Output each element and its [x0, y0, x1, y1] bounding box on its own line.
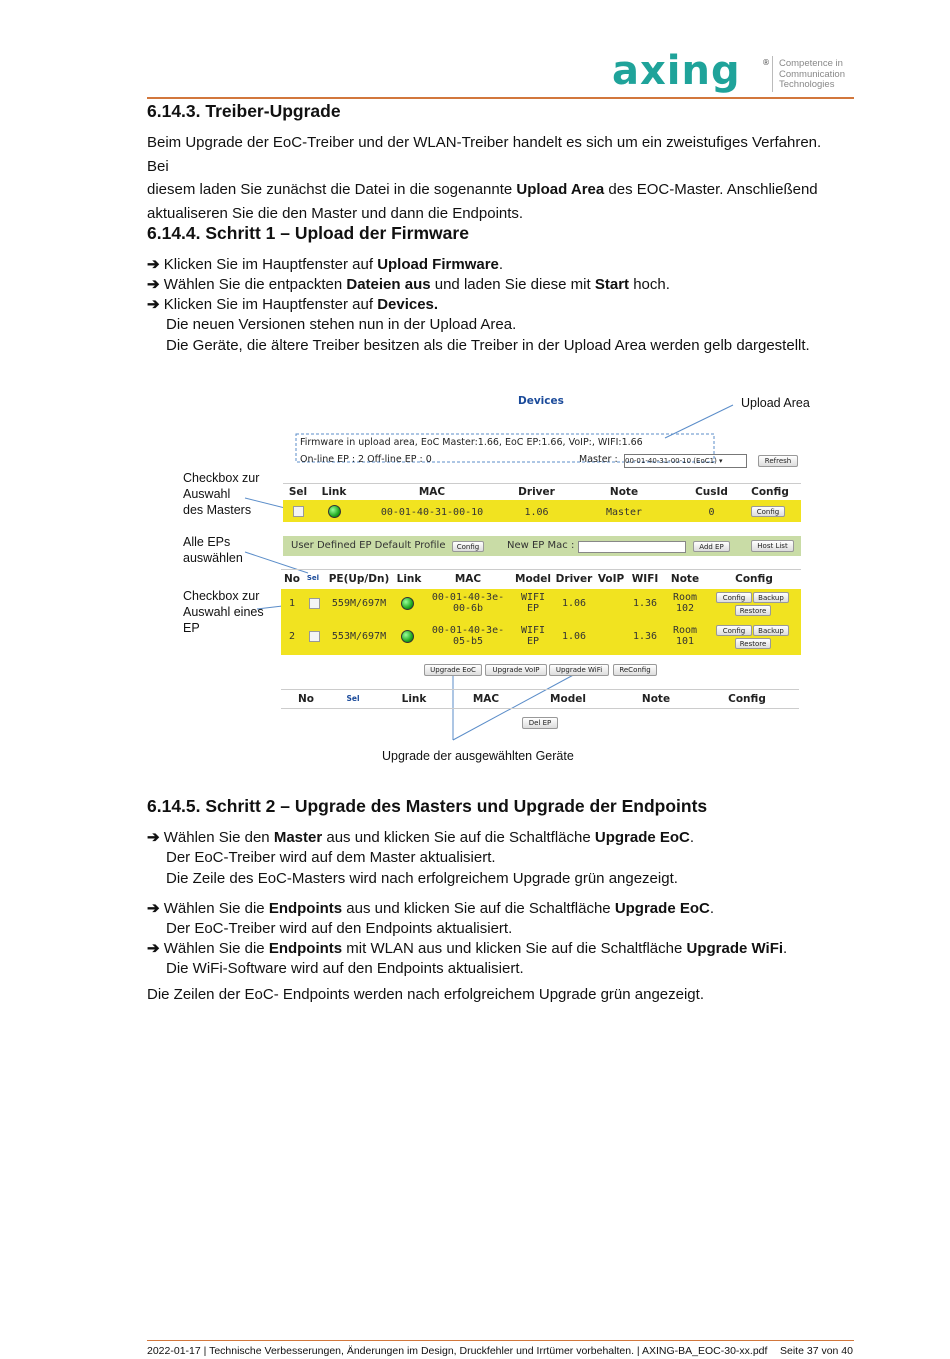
text-line: Der EoC-Treiber wird auf dem Master aktualisiert.: [166, 849, 496, 866]
callout-master-checkbox: [183, 470, 259, 518]
tagline-line: Communication: [779, 68, 845, 80]
col-header-note: Note: [609, 486, 639, 498]
bold-text: Upload Firmware: [377, 256, 499, 273]
text: diesem laden Sie zunächst die Datei in die sogenannte: [147, 181, 517, 198]
new-ep-label: New EP Mac :: [507, 540, 575, 551]
ep-pe: 559M/697M: [331, 598, 387, 609]
col-header-driver: Driver: [555, 573, 593, 585]
ep-note: [663, 625, 707, 647]
col-header-link: Link: [396, 573, 422, 585]
logo-divider: [772, 56, 773, 92]
callout-line: Auswahl: [183, 487, 231, 501]
del-ep-button[interactable]: Del EP: [522, 717, 558, 729]
bold-text: Upgrade EoC: [594, 829, 690, 846]
callout-select-all: [183, 534, 243, 566]
bold-text: Upgrade EoC: [614, 900, 710, 917]
ep-model: [513, 625, 553, 647]
text: Klicken Sie im Hauptfenster auf: [163, 296, 378, 313]
text-line: Die Zeilen der EoC- Endpoints werden nach erfolgreichem Upgrade grün angezeigt.: [147, 986, 704, 1003]
text: .: [498, 256, 504, 273]
col-header-config: Config: [735, 573, 773, 585]
col-header-mac: MAC: [454, 573, 482, 585]
bold-text: Upload Area: [516, 181, 605, 198]
table-border: [281, 569, 801, 570]
ep-wifi: 1.36: [632, 631, 658, 642]
mac-part: 05-b5: [452, 636, 484, 647]
text-line: Die WiFi-Software wird auf den Endpoints aktualisiert.: [166, 960, 524, 977]
arrow-icon: ➔: [147, 940, 160, 957]
link-status-icon: [328, 505, 341, 518]
col-header-config: Config: [751, 486, 789, 498]
ep-no: 2: [288, 631, 296, 642]
master-checkbox[interactable]: [293, 506, 304, 517]
text: und laden Sie diese mit: [430, 276, 595, 293]
callout-line: Alle EPs: [183, 535, 231, 549]
ep-driver: 1.06: [561, 598, 587, 609]
ep-no: 1: [288, 598, 296, 609]
master-mac: 00-01-40-31-00-10: [380, 507, 484, 518]
callout-line: des Masters: [183, 503, 252, 517]
text-line: Die Geräte, die ältere Treiber besitzen als die Treiber in der Upload Area werden gelb dargestellt.: [166, 337, 810, 354]
col-header-no: No: [283, 573, 300, 585]
bold-text: Endpoints: [268, 900, 343, 917]
step-line: [147, 828, 694, 848]
section-heading-treiber-upgrade: 6.14.3. Treiber-Upgrade: [147, 101, 341, 121]
ep-config-button[interactable]: Config: [716, 592, 752, 603]
master-label: Master :: [579, 454, 618, 465]
online-info: On-line EP : 2 Off-line EP : 0: [300, 454, 432, 465]
table-border: [283, 483, 801, 484]
intro-paragraph: [147, 131, 847, 225]
col-header-link: Link: [321, 486, 347, 498]
select-all-link[interactable]: Sel: [346, 694, 360, 703]
col-header-sel: Sel: [288, 486, 308, 498]
note-part: 102: [675, 603, 695, 614]
ep-model: [513, 592, 553, 614]
col-header-config: Config: [728, 693, 766, 705]
devices-title: Devices: [518, 395, 564, 407]
upgrade-voip-button[interactable]: Upgrade VoIP: [485, 664, 547, 676]
col-header-mac: MAC: [418, 486, 446, 498]
section-heading-schritt-2: 6.14.5. Schritt 2 – Upgrade des Masters und Upgrade der Endpoints: [147, 796, 708, 816]
col-header-no: No: [297, 693, 314, 705]
step-line: [147, 255, 503, 275]
ep-wifi: 1.36: [632, 598, 658, 609]
text: aus und klicken Sie auf die Schaltfläche: [342, 900, 615, 917]
text: mit WLAN aus und klicken Sie auf die Schaltfläche: [342, 940, 687, 957]
step-line: [147, 939, 787, 959]
note-part: Room: [672, 625, 698, 636]
col-header-model: Model: [550, 693, 586, 705]
text: .: [709, 900, 714, 917]
col-header-cusid: CusId: [695, 486, 728, 498]
step-line: [147, 275, 670, 295]
col-header-mac: MAC: [472, 693, 500, 705]
bold-text: Devices.: [377, 296, 439, 313]
upgrade-wifi-button[interactable]: Upgrade WiFi: [549, 664, 609, 676]
bold-text: Master: [273, 829, 323, 846]
col-header-note: Note: [670, 573, 700, 585]
ep-config-button[interactable]: Config: [716, 625, 752, 636]
callout-line: Auswahl eines: [183, 605, 264, 619]
ep-checkbox[interactable]: [309, 631, 320, 642]
add-ep-button[interactable]: Add EP: [693, 541, 730, 552]
logo-tagline: [779, 59, 845, 91]
firmware-info: Firmware in upload area, EoC Master:1.66, EoC EP:1.66, VoIP:, WIFI:1.66: [300, 437, 643, 448]
callout-line: Checkbox zur: [183, 589, 260, 603]
arrow-icon: ➔: [147, 829, 160, 846]
master-config-button[interactable]: Config: [751, 506, 785, 517]
table-border: [281, 689, 799, 690]
callout-line: Checkbox zur: [183, 471, 260, 485]
link-status-icon: [401, 597, 414, 610]
ep-note: [663, 592, 707, 614]
text: .: [689, 829, 695, 846]
footer-text: 2022-01-17 | Technische Verbesserungen, Änderungen im Design, Druckfehler und Irrtümer vorbehalten. | AXING-BA_EOC-30-xx.pdf: [147, 1345, 768, 1357]
company-logo: [612, 48, 852, 96]
model-part: EP: [526, 636, 540, 647]
mac-part: 00-01-40-3e-: [431, 592, 505, 603]
note-part: Room: [672, 592, 698, 603]
mac-part: 00-01-40-3e-: [431, 625, 505, 636]
callout-line: EP: [183, 621, 200, 635]
devices-screenshot: [175, 390, 815, 770]
master-note: Master: [605, 507, 643, 518]
col-header-driver: Driver: [518, 486, 555, 498]
col-header-voip: VoIP: [597, 573, 625, 585]
tagline-line: Competence in: [779, 58, 843, 69]
ep-checkbox[interactable]: [309, 598, 320, 609]
footer-rule: [147, 1340, 854, 1341]
bold-text: Upgrade WiFi: [686, 940, 784, 957]
note-part: 101: [675, 636, 695, 647]
header-rule: [147, 97, 854, 99]
arrow-icon: ➔: [147, 296, 160, 313]
new-ep-mac-input[interactable]: [578, 541, 686, 553]
model-part: WIFI: [520, 592, 546, 603]
text: Wählen Sie die: [163, 900, 269, 917]
bold-text: Dateien aus: [346, 276, 431, 293]
page-number: Seite 37 von 40: [780, 1345, 853, 1357]
master-select[interactable]: 00-01-40-31-00-10 (EoC1) ▾: [624, 454, 747, 468]
text-line: Der EoC-Treiber wird auf den Endpoints aktualisiert.: [166, 920, 513, 937]
callout-ep-checkbox: [183, 588, 264, 636]
callout-line-upload: [665, 405, 733, 438]
master-driver: 1.06: [524, 507, 549, 518]
ep-driver: 1.06: [561, 631, 587, 642]
profile-label: User Defined EP Default Profile: [291, 540, 446, 551]
text: hoch.: [629, 276, 670, 293]
ep-backup-button[interactable]: Backup: [753, 625, 789, 636]
table-border: [281, 708, 799, 709]
arrow-icon: ➔: [147, 900, 160, 917]
mac-part: 00-6b: [452, 603, 484, 614]
ep-backup-button[interactable]: Backup: [753, 592, 789, 603]
logo-registered-mark: ®: [762, 58, 770, 67]
text: Wählen Sie den: [163, 829, 274, 846]
text-line: [147, 178, 847, 202]
refresh-button[interactable]: Refresh: [758, 455, 798, 467]
model-part: EP: [526, 603, 540, 614]
ep-pe: 553M/697M: [331, 631, 387, 642]
step-line: [147, 899, 714, 919]
model-part: WIFI: [520, 625, 546, 636]
callout-upload-area: Upload Area: [741, 396, 810, 410]
col-header-pe: PE(Up/Dn): [328, 573, 390, 585]
text: Wählen Sie die: [163, 940, 269, 957]
bold-text: Start: [594, 276, 630, 293]
bold-text: Endpoints: [268, 940, 343, 957]
ep-mac: [423, 625, 513, 647]
arrow-icon: ➔: [147, 276, 160, 293]
text-line: Beim Upgrade der EoC-Treiber und der WLAN-Treiber handelt es sich um ein zweistufiges Verfahren. Bei: [147, 134, 822, 175]
callout-line: auswählen: [183, 551, 243, 565]
link-status-icon: [401, 630, 414, 643]
arrow-icon: ➔: [147, 256, 160, 273]
text-line: Die neuen Versionen stehen nun in der Upload Area.: [166, 316, 517, 333]
ep-mac: [423, 592, 513, 614]
ep-restore-button[interactable]: Restore: [735, 605, 771, 616]
select-all-link[interactable]: Sel: [306, 574, 320, 582]
text-line: aktualiseren Sie die den Master und dann die Endpoints.: [147, 204, 524, 222]
col-header-link: Link: [401, 693, 427, 705]
reconfig-button[interactable]: ReConfig: [613, 664, 657, 676]
section-heading-schritt-1: 6.14.4. Schritt 1 – Upload der Firmware: [147, 223, 469, 243]
ep-restore-button[interactable]: Restore: [735, 638, 771, 649]
col-header-note: Note: [641, 693, 671, 705]
col-header-model: Model: [515, 573, 551, 585]
upgrade-eoc-button[interactable]: Upgrade EoC: [424, 664, 482, 676]
master-cusid: 0: [708, 507, 715, 518]
text: Klicken Sie im Hauptfenster auf: [163, 256, 378, 273]
col-header-wifi: WIFI: [631, 573, 659, 585]
text: des EOC-Master. Anschließend: [604, 181, 818, 198]
host-list-button[interactable]: Host List: [751, 540, 794, 552]
text: Wählen Sie die entpackten: [163, 276, 347, 293]
text: .: [783, 940, 788, 957]
profile-config-button[interactable]: Config: [452, 541, 484, 552]
text-line: Die Zeile des EoC-Masters wird nach erfolgreichem Upgrade grün angezeigt.: [166, 870, 678, 887]
tagline-line: Technologies: [779, 79, 835, 90]
logo-wordmark: axing: [612, 48, 741, 94]
callout-line-upgrade-wifi: [453, 673, 577, 740]
step-line: [147, 295, 438, 315]
callout-upgrade-selected: Upgrade der ausgewählten Geräte: [382, 749, 574, 763]
text: aus und klicken Sie auf die Schaltfläche: [322, 829, 595, 846]
